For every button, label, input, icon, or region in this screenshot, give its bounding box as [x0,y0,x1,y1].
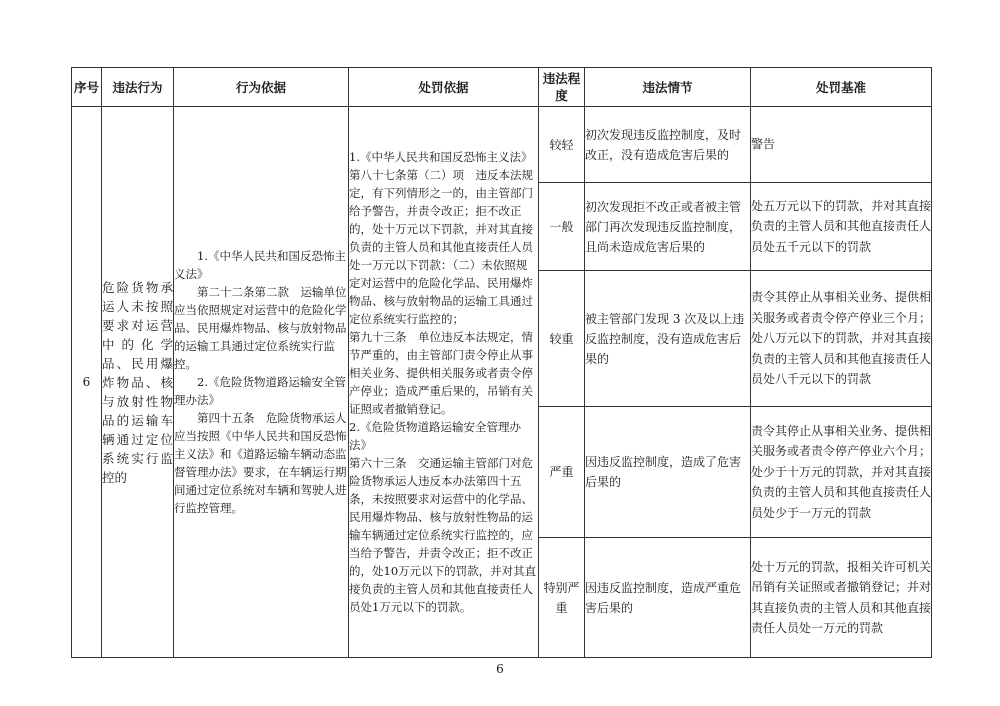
standard-light: 警告 [751,107,932,183]
penalty-law-2: 2.《危险货物道路运输安全管理办法》 [349,420,521,452]
degree-light: 较轻 [539,107,585,183]
page-number: 6 [496,662,504,676]
row-seq: 6 [72,107,102,658]
situation-light: 初次发现违反监控制度，及时改正，没有造成危害后果的 [585,107,751,183]
basis-article-2: 第四十五条 危险货物承运人应当按照《中华人民共和国反恐怖主义法》和《道路运输车辆动态监督管理办法》要求，在车辆运行期间通过定位系统对车辆和驾驶人进行监控管理。 [174,411,347,515]
degree-general: 一般 [539,183,585,271]
header-standard: 处罚基准 [751,68,932,107]
header-behavior: 违法行为 [102,68,174,107]
basis-law-2: 2.《危险货物道路运输安全管理办法》 [174,375,346,407]
situation-severe: 因违反监控制度，造成了危害后果的 [585,407,751,538]
situation-general: 初次发现拒不改正或者被主管部门再次发现违反监控制度，且尚未造成危害后果的 [585,183,751,271]
behavior-basis [174,107,349,658]
penalty-article-63: 第六十三条 交通运输主管部门对危险货物承运人违反本办法第四十五条，未按照要求对运营中的化学品、民用爆炸物品、核与放射性物品的运输车辆通过定位系统实行监控的，应当给予警告，并责令改正；拒不改正的，处10万元以下的罚款，并对其直接负责的主管人员和其他直接责任人员处1万元以下的罚款。 [349,456,537,614]
standard-severe: 责令其停止从事相关业务、提供相关服务或者责令停产停业六个月；处少于十万元的罚款，并对其直接负责的主管人员和其他直接责任人员处少于一万元的罚款 [751,407,932,538]
situation-extreme: 因违反监控制度，造成严重危害后果的 [585,538,751,658]
degree-severe: 严重 [539,407,585,538]
penalty-article-93: 第九十三条 单位违反本法规定，情节严重的，由主管部门责令停止从事相关业务、提供相关服务或者责令停产停业；造成严重后果的，吊销有关证照或者撤销登记。 [349,330,533,416]
basis-article-1: 第二十二条第二款 运输单位应当依照规定对运营中的危险化学品、民用爆炸物品、核与放射物品的运输工具通过定位系统实行监控。 [174,285,347,371]
standard-serious: 责令其停止从事相关业务、提供相关服务或者责令停产停业三个月；处八万元以下的罚款，并对其直接负责的主管人员和其他直接责任人员处八千元以下的罚款 [751,271,932,407]
header-row [72,68,932,107]
header-degree: 违法程度 [539,68,585,107]
penalty-law-1: 1.《中华人民共和国反恐怖主义法》 [349,150,533,164]
penalty-article-87: 第八十七条第（二）项 违反本法规定，有下列情形之一的，由主管部门给予警告，并责令改正；拒不改正的，处十万元以下罚款，并对其直接负责的主管人员和其他直接责任人员处一万元以下罚款：（二）未依照规定对运营中的危险化学品、民用爆炸物品、核与放射物品的运输工具通过定位系统实行监控的； [349,168,533,326]
standard-extreme: 处十万元的罚款，报相关许可机关吊销有关证照或者撤销登记；并对其直接负责的主管人员和其他直接责任人员处一万元的罚款 [751,538,932,658]
standard-general: 处五万元以下的罚款，并对其直接负责的主管人员和其他直接责任人员处五千元以下的罚款 [751,183,932,271]
row-behavior: 危险货物承运人未按照要求对运营中的化学品、民用爆炸物品、核与放射性物品的运输车辆通过定位系统实行监控的 [102,107,174,658]
header-seq: 序号 [72,68,102,107]
situation-serious: 被主管部门发现 3 次及以上违反监控制度，没有造成危害后果的 [585,271,751,407]
degree-extreme: 特别严重 [539,538,585,658]
header-penalty-basis: 处罚依据 [349,68,539,107]
penalty-standard-table [71,67,932,658]
table-row [72,107,932,183]
header-basis: 行为依据 [174,68,349,107]
basis-law-1: 1.《中华人民共和国反恐怖主义法》 [174,249,346,281]
header-situation: 违法情节 [585,68,751,107]
penalty-basis [349,107,539,658]
degree-serious: 较重 [539,271,585,407]
